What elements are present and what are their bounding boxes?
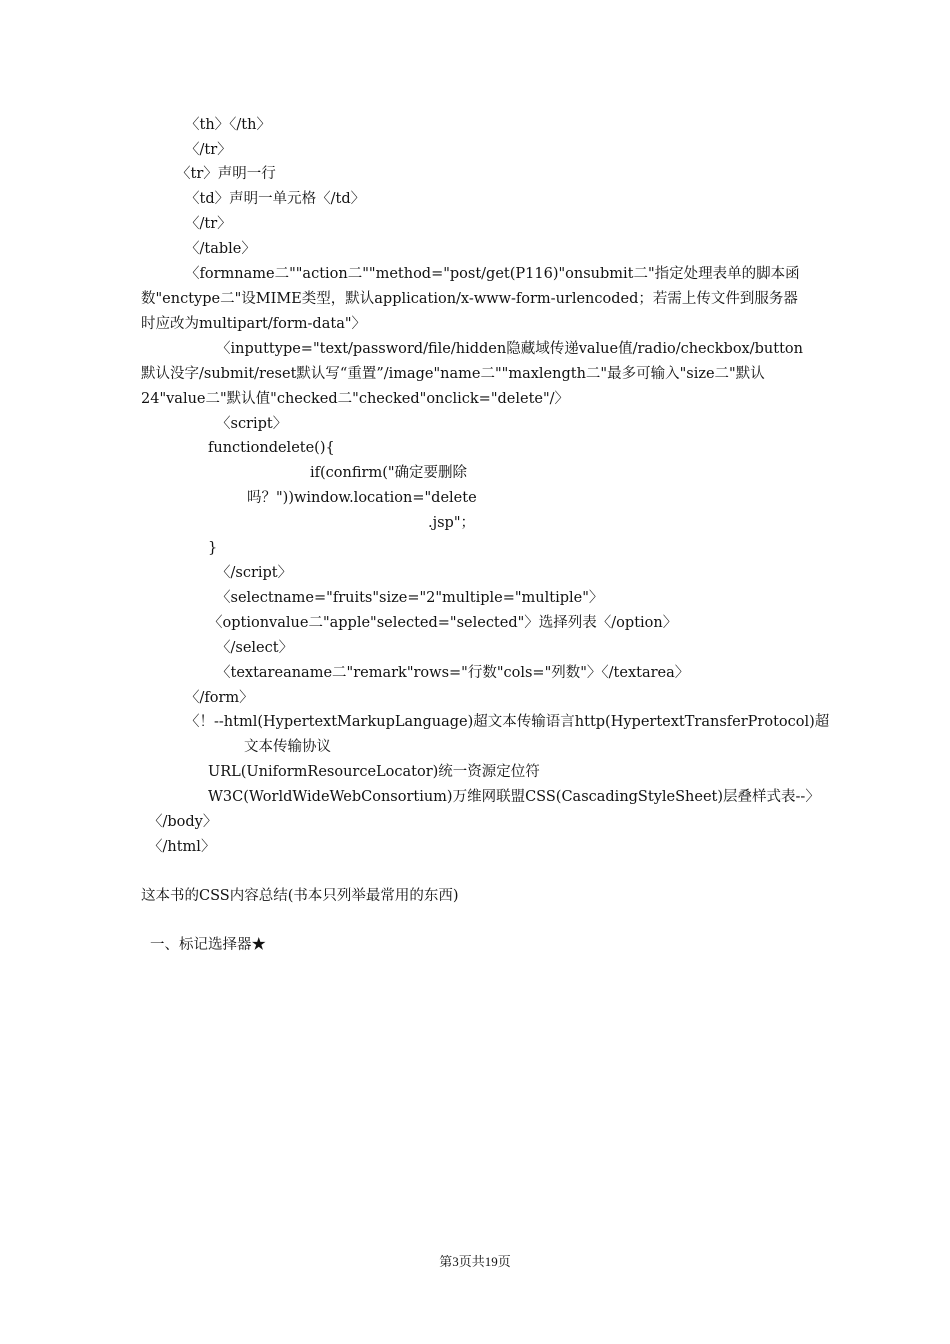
code-line: 〈formname二""action二""method="post/get(P116)"onsubmit二"指定处理表单的脚本函 <box>185 266 800 282</box>
code-line: 〈tr〉声明一行 <box>176 166 276 182</box>
code-line: W3C(WorldWideWebConsortium)万维网联盟CSS(CascadingStyleSheet)层叠样式表--〉 <box>208 789 820 805</box>
code-line: 〈/html〉 <box>148 839 216 855</box>
code-line: functiondelete(){ <box>208 440 335 456</box>
page-footer: 第3页共19页 <box>439 1254 511 1269</box>
code-line: 〈selectname="fruits"size="2"multiple="multiple"〉 <box>216 590 604 606</box>
code-line: 数"enctype二"设MIME类型，默认application/x-www-form-urlencoded；若需上传文件到服务器 <box>141 291 798 307</box>
code-line: 〈script〉 <box>216 416 288 432</box>
code-line: .jsp"； <box>428 515 475 531</box>
code-line: 〈/script〉 <box>216 565 293 581</box>
code-line: 〈/form〉 <box>185 690 254 706</box>
code-line: 24"value二"默认值"checked二"checked"onclick="delete"/〉 <box>141 391 570 407</box>
code-line: 〈/tr〉 <box>185 142 232 158</box>
code-line: 〈th〉〈/th〉 <box>185 117 271 133</box>
code-line: if(confirm("确定要删除 <box>310 465 468 481</box>
section-intro: 这本书的CSS内容总结(书本只列举最常用的东西) <box>141 888 459 904</box>
code-line: 〈/body〉 <box>148 814 218 830</box>
section-heading: 一、标记选择器★ <box>150 937 266 953</box>
code-line: } <box>208 540 218 556</box>
code-line: 〈/select〉 <box>216 640 294 656</box>
code-line: 文本传输协议 <box>244 739 331 755</box>
code-line: 〈td〉声明一单元格〈/td〉 <box>185 191 366 207</box>
code-line: 〈textareaname二"remark"rows="行数"cols="列数"〉〈/textarea〉 <box>216 665 690 681</box>
code-line: 〈inputtype="text/password/file/hidden隐藏域传递value值/radio/checkbox/button <box>216 341 803 357</box>
code-line: 〈/table〉 <box>185 241 256 257</box>
code-line: 时应改为multipart/form-data"〉 <box>141 316 367 332</box>
code-line: 〈optionvalue二"apple"selected="selected"〉选择列表〈/option〉 <box>208 615 678 631</box>
code-line: 〈/tr〉 <box>185 216 232 232</box>
code-line: 吗？"))window.location="delete <box>247 490 477 506</box>
code-line: 默认没字/submit/reset默认写“重置”/image"name二""maxlength二"最多可输入"size二"默认 <box>141 366 765 382</box>
code-line: URL(UniformResourceLocator)统一资源定位符 <box>208 764 540 780</box>
code-line: 〈！--html(HypertextMarkupLanguage)超文本传输语言http(HypertextTransferProtocol)超 <box>185 714 830 730</box>
